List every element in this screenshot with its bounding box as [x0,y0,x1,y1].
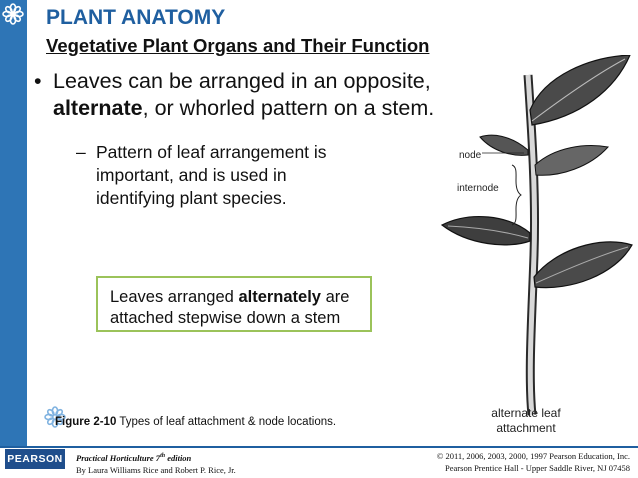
leaf-right-lower [534,242,632,288]
leaf-small-left [480,135,528,155]
page-title: PLANT ANATOMY [46,6,226,29]
footer-book-title: Practical Horticulture 7th edition [76,452,192,463]
page-subtitle: Vegetative Plant Organs and Their Function [46,35,430,56]
side-accent-bar [0,0,27,446]
alternate-leaf-label-line2: attachment [496,421,556,435]
leaf-upper-right [535,146,608,176]
bullet-dot: • [34,69,42,93]
figure-caption [55,416,336,428]
footer-copyright: © 2011, 2006, 2003, 2000, 1997 Pearson Education, Inc. [436,451,630,461]
internode-bracket [512,165,521,225]
main-bullet-bold: alternate [53,96,143,120]
callout-part2: are attached stepwise down a stem [110,288,350,327]
sub-bullet-text: Pattern of leaf arrangement is important, and is used in identifying plant species. [96,142,327,208]
alternate-leaf-label [476,406,576,436]
pearson-logo: PEARSON [5,449,65,469]
internode-label: internode [457,183,499,194]
flower-icon [2,3,24,25]
leaf-top [530,55,630,125]
footer-book-info [76,450,236,476]
footer-copyright-info [437,450,630,474]
footer-authors: By Laura Williams Rice and Robert P. Rice, Jr. [76,464,236,475]
plant-stem-illustration [420,55,638,441]
main-bullet-part1: Leaves can be arranged in an opposite, [53,69,431,93]
sub-bullet-dash: – [76,142,86,162]
callout-box [96,276,372,332]
main-bullet-part2: , or whorled pattern on a stem. [142,96,435,120]
figure-caption-number: Figure 2-10 [55,416,117,428]
figure-caption-text: Types of leaf attachment & node locations. [116,416,337,428]
callout-bold: alternately [238,288,321,306]
footer-publisher: Pearson Prentice Hall - Upper Saddle River, NJ 07458 [445,463,630,473]
sub-bullet [76,141,366,210]
callout-part1: Leaves arranged [110,288,239,306]
leaf-left-middle [442,217,530,245]
node-label: node [459,150,482,161]
footer-divider [0,446,638,448]
alternate-leaf-label-line1: alternate leaf [491,406,561,420]
stem [528,75,535,415]
